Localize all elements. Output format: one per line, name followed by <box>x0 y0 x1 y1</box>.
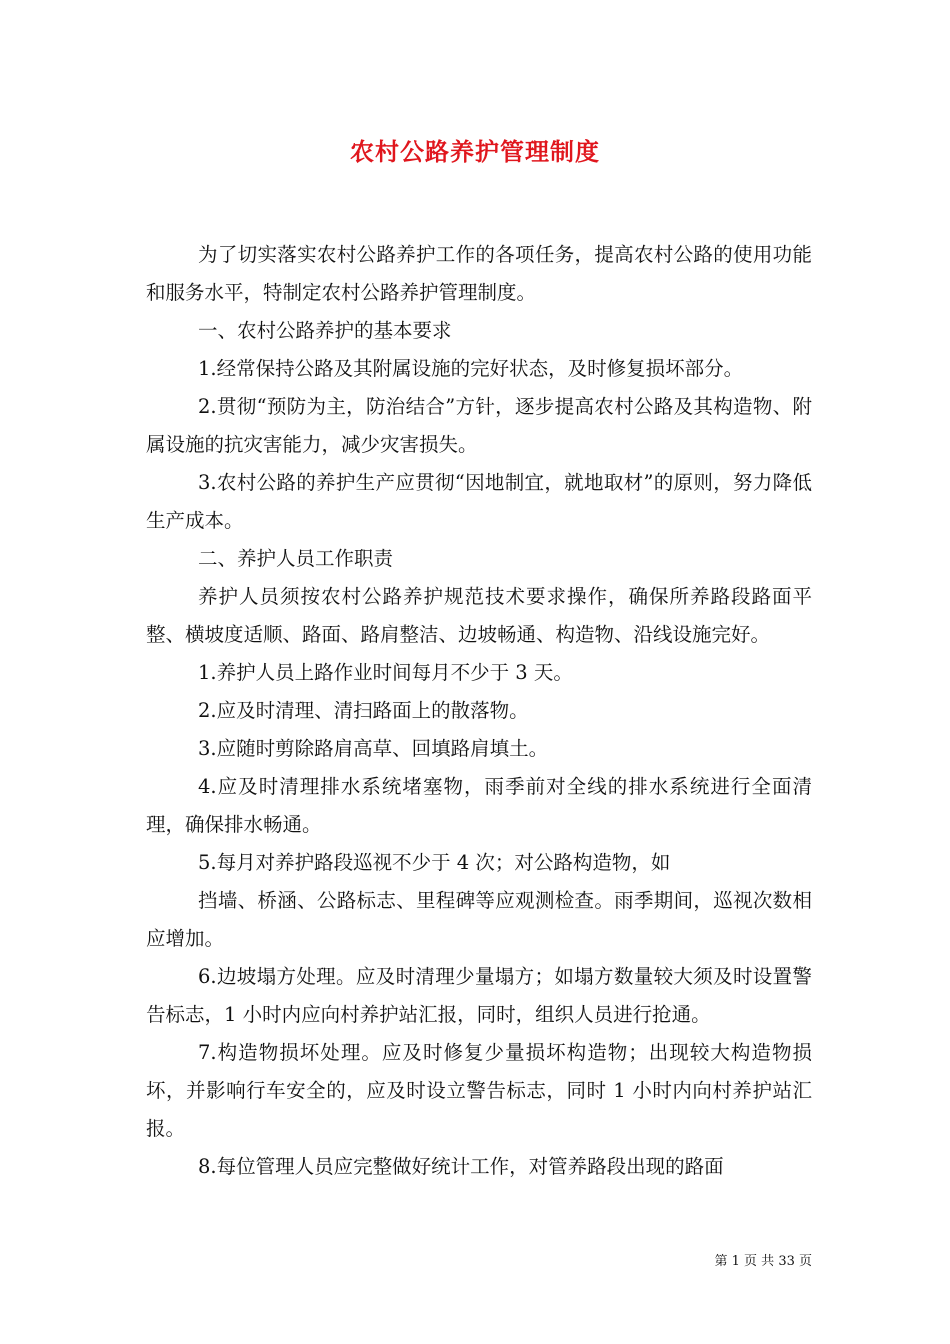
paragraph-item: 6.边坡塌方处理。应及时清理少量塌方；如塌方数量较大须及时设置警告标志，1 小时内应向村养护站汇报，同时，组织人员进行抢通。 <box>146 965 812 1026</box>
paragraph-item: 3.农村公路的养护生产应贯彻“因地制宜，就地取材”的原则，努力降低生产成本。 <box>146 471 812 532</box>
paragraph-item: 4.应及时清理排水系统堵塞物，雨季前对全线的排水系统进行全面清理，确保排水畅通。 <box>146 775 812 836</box>
section-heading-2: 二、养护人员工作职责 <box>198 547 394 570</box>
paragraph-duties: 养护人员须按农村公路养护规范技术要求操作，确保所养路段路面平整、横坡度适顺、路面、路肩整洁、边坡畅通、构造物、沿线设施完好。 <box>146 585 812 646</box>
paragraph-item: 1.经常保持公路及其附属设施的完好状态，及时修复损坏部分。 <box>198 357 744 380</box>
paragraph-item: 3.应随时剪除路肩高草、回填路肩填土。 <box>198 737 549 760</box>
paragraph-item: 2.贯彻“预防为主，防治结合”方针，逐步提高农村公路及其构造物、附属设施的抗灾害能力，减少灾害损失。 <box>146 395 812 456</box>
paragraph-item: 8.每位管理人员应完整做好统计工作，对管养路段出现的路面 <box>198 1155 724 1178</box>
paragraph-intro: 为了切实落实农村公路养护工作的各项任务，提高农村公路的使用功能和服务水平，特制定农村公路养护管理制度。 <box>146 243 812 304</box>
paragraph-item: 2.应及时清理、清扫路面上的散落物。 <box>198 699 529 722</box>
document-body <box>146 236 812 1186</box>
paragraph-item: 1.养护人员上路作业时间每月不少于 3 天。 <box>198 661 573 684</box>
section-heading-1: 一、农村公路养护的基本要求 <box>198 319 452 342</box>
page-number: 第 1 页 共 33 页 <box>714 1254 812 1269</box>
paragraph-item-continuation: 挡墙、桥涵、公路标志、里程碑等应观测检查。雨季期间，巡视次数相应增加。 <box>146 889 812 950</box>
document-title: 农村公路养护管理制度 <box>350 138 600 166</box>
paragraph-item: 5.每月对养护路段巡视不少于 4 次；对公路构造物，如 <box>198 851 671 874</box>
paragraph-item: 7.构造物损坏处理。应及时修复少量损坏构造物；出现较大构造物损坏，并影响行车安全的，应及时设立警告标志，同时 1 小时内向村养护站汇报。 <box>146 1041 812 1140</box>
